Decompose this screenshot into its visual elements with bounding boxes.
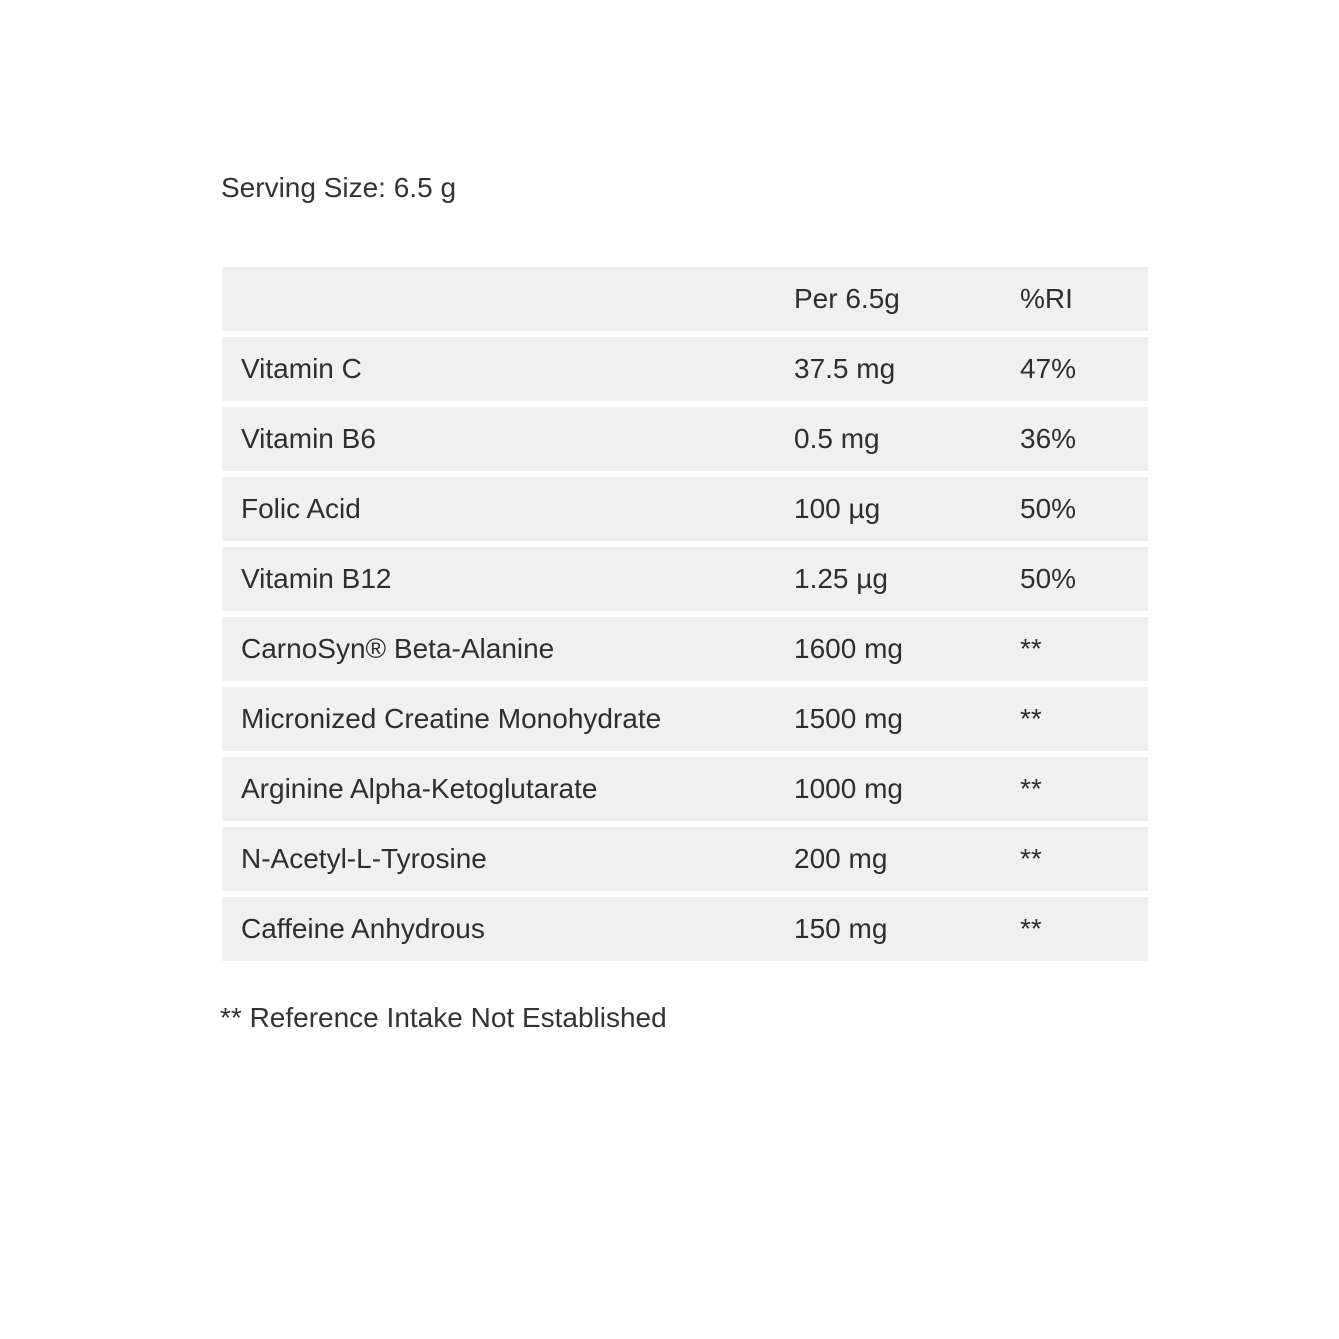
table-row [222, 477, 1148, 541]
table-header-row [222, 267, 1148, 331]
table-row [222, 757, 1148, 821]
nutrient-name: Vitamin B12 [241, 563, 392, 594]
serving-size: Serving Size: 6.5 g [221, 172, 457, 203]
header-per-serving: Per 6.5g [794, 283, 900, 314]
nutrient-amount: 150 mg [794, 913, 888, 944]
nutrient-ri: 50% [1020, 493, 1077, 524]
nutrient-amount: 1500 mg [794, 703, 903, 734]
header-ri: %RI [1020, 283, 1073, 314]
table-row [222, 337, 1148, 401]
table-row [222, 827, 1148, 891]
nutrient-ri: ** [1020, 703, 1042, 734]
nutrient-amount: 100 µg [794, 493, 881, 524]
nutrient-amount: 1600 mg [794, 633, 903, 664]
nutrient-name: Vitamin C [241, 353, 362, 384]
nutrient-ri: ** [1020, 843, 1042, 874]
nutrient-name: CarnoSyn® Beta-Alanine [241, 633, 555, 664]
nutrient-name: N-Acetyl-L-Tyrosine [241, 843, 487, 874]
nutrient-amount: 37.5 mg [794, 353, 896, 384]
nutrition-table [222, 267, 1148, 961]
nutrient-ri: ** [1020, 913, 1042, 944]
nutrient-name: Caffeine Anhydrous [241, 913, 485, 944]
nutrient-amount: 0.5 mg [794, 423, 880, 454]
footnote: ** Reference Intake Not Established [220, 1002, 667, 1033]
nutrient-ri: ** [1020, 633, 1042, 664]
nutrient-ri: 36% [1020, 423, 1077, 454]
nutrient-name: Arginine Alpha-Ketoglutarate [241, 773, 598, 804]
nutrient-amount: 200 mg [794, 843, 888, 874]
table-row [222, 407, 1148, 471]
nutrient-ri: 50% [1020, 563, 1077, 594]
nutrient-name: Folic Acid [241, 493, 361, 524]
nutrient-amount: 1.25 µg [794, 563, 888, 594]
table-row [222, 687, 1148, 751]
nutrient-ri: ** [1020, 773, 1042, 804]
table-row [222, 547, 1148, 611]
nutrient-amount: 1000 mg [794, 773, 903, 804]
nutrient-name: Vitamin B6 [241, 423, 376, 454]
nutrient-ri: 47% [1020, 353, 1077, 384]
table-row [222, 897, 1148, 961]
nutrient-name: Micronized Creatine Monohydrate [241, 703, 662, 734]
table-row [222, 617, 1148, 681]
